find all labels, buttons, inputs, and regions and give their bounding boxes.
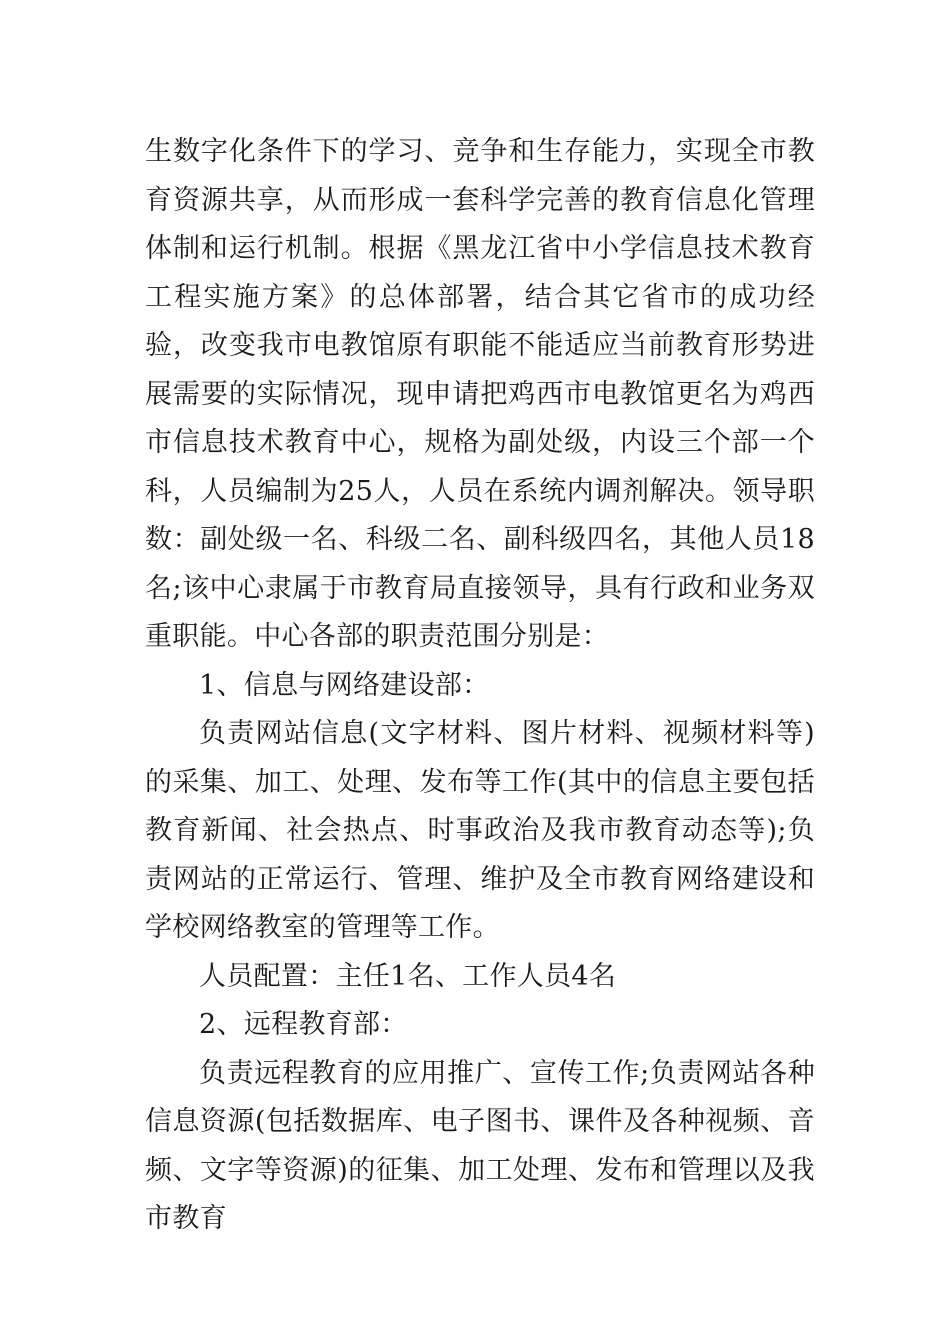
- paragraph-info-network-staffing: 人员配置：主任1名、工作人员4名: [199, 960, 617, 992]
- paragraph-remote-education-duties: 负责远程教育的应用推广、宣传工作;负责网站各种信息资源(包括数据库、电子图书、课件及各种视频、音频、文字等资源)的征集、加工处理、发布和管理以及我市教育: [145, 1057, 815, 1234]
- heading-remote-education-dept: 2、远程教育部：: [199, 1009, 408, 1040]
- heading-info-network-dept: 1、信息与网络建设部：: [199, 669, 490, 701]
- document-body: [145, 128, 815, 1244]
- paragraph-intro: 生数字化条件下的学习、竞争和生存能力，实现全市教育资源共享，从而形成一套科学完善的教育信息化管理体制和运行机制。根据《黑龙江省中小学信息技术教育工程实施方案》的总体部署，结合其它省市的成功经验，改变我市电教馆原有职能不能适应当前教育形势进展需要的实际情况，现申请把鸡西市电教馆更名为鸡西市信息技术教育中心，规格为副处级，内设三个部一个科，人员编制为25人，人员在系统内调剂解决。领导职数：副处级一名、科级二名、副科级四名，其他人员18名;该中心隶属于市教育局直接领导，具有行政和业务双重职能。中心各部的职责范围分别是：: [145, 136, 815, 652]
- paragraph-info-network-duties: 负责网站信息(文字材料、图片材料、视频材料等)的采集、加工、处理、发布等工作(其中的信息主要包括教育新闻、社会热点、时事政治及我市教育动态等);负责网站的正常运行、管理、维护及全市教育网络建设和学校网络教室的管理等工作。: [145, 718, 815, 943]
